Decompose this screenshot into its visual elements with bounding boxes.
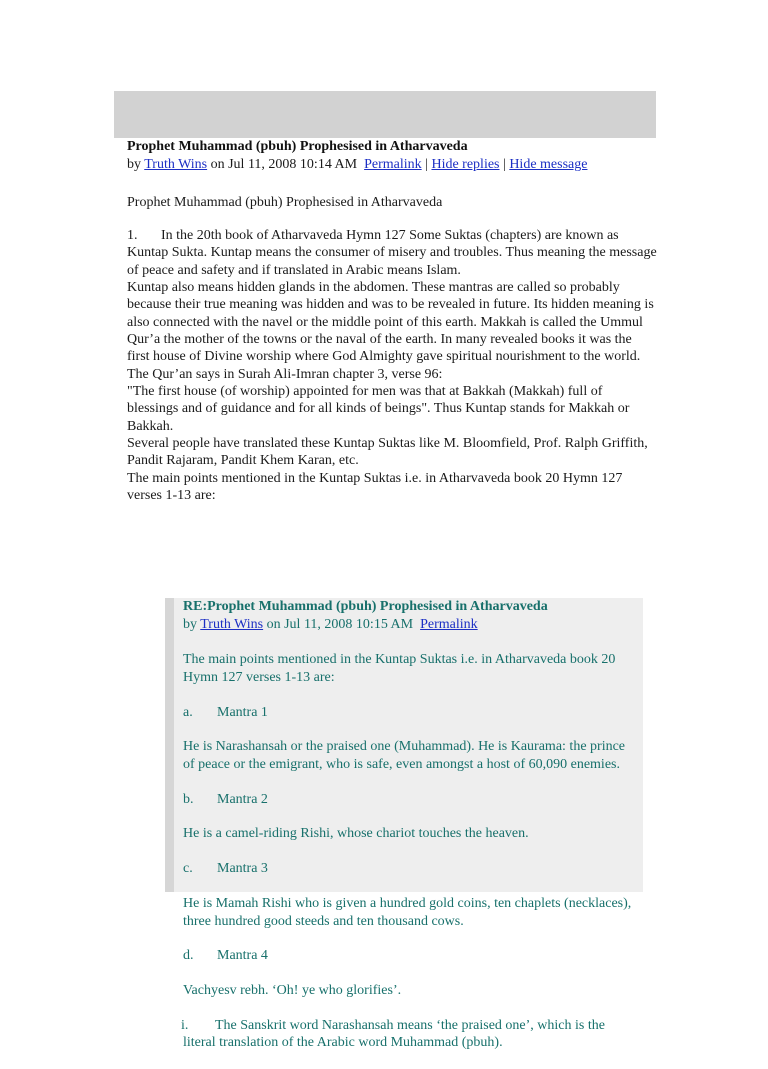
hide-message-link[interactable]: Hide message — [509, 157, 588, 172]
paragraph: Kuntap also means hidden glands in the abdomen. These mantras are called so probably because their true meaning was hidden and was to be revealed in future. Its hidden meaning is also connected with the navel or the middle point of this earth. Makkah is called the Ummul Qur’a the mother of the towns or the naval of the earth. In many revealed books it was the first house of Divine worship where God Almighty gave spiritual nourishment to the world. The Qur’an says in Surah Ali-Imran chapter 3, verse 96: — [127, 280, 654, 382]
message-post — [127, 138, 657, 505]
by-label: by — [127, 157, 141, 172]
list-item-text: He is a camel-riding Rishi, whose chariot touches the heaven. — [183, 826, 529, 842]
post-title: Prophet Muhammad (pbuh) Prophesised in Atharvaveda — [127, 139, 468, 154]
reply-message — [165, 598, 643, 1051]
list-item-text: Vachyesv rebh. ‘Oh! ye who glorifies’. — [183, 983, 402, 999]
paragraph: Several people have translated these Kuntap Suktas like M. Bloomfield, Prof. Ralph Griffith, Pandit Rajaram, Pandit Khem Karan, etc. — [127, 436, 648, 469]
reply-title: RE:Prophet Muhammad (pbuh) Prophesised in Atharvaveda — [183, 599, 548, 614]
reply-intro: The main points mentioned in the Kuntap Suktas i.e. in Atharvaveda book 20 Hymn 127 verses 1-13 are: — [183, 652, 616, 685]
hide-replies-link[interactable]: Hide replies — [431, 157, 500, 172]
reply-body — [183, 634, 639, 1069]
list-item-heading: b. Mantra 2 — [183, 791, 268, 807]
note-item: i. The Sanskrit word Narashansah means ‘the praised one’, which is the literal translation of the Arabic word Muhammad (pbuh). — [181, 1017, 605, 1051]
reply-permalink-link[interactable]: Permalink — [420, 617, 478, 632]
item-number: 1. — [127, 228, 138, 243]
permalink-link[interactable]: Permalink — [364, 157, 422, 172]
separator: | — [425, 157, 428, 172]
list-item-text: He is Mamah Rishi who is given a hundred gold coins, ten chaplets (necklaces), three hundred good steeds and ten thousand cows. — [183, 896, 632, 929]
paragraph: 1. In the 20th book of Atharvaveda Hymn 127 Some Suktas (chapters) are known as Kuntap Sukta. Kuntap means the consumer of misery and troubles. Thus meaning the message of peace and safety and if translated in Arabic means Islam. — [127, 228, 657, 278]
post-body-title: Prophet Muhammad (pbuh) Prophesised in Atharvaveda — [127, 195, 443, 210]
post-byline — [127, 155, 657, 175]
list-item-text: He is Narashansah or the praised one (Muhammad). He is Kaurama: the prince of peace or the emigrant, who is safe, even amongst a host of 60,090 enemies. — [183, 739, 626, 772]
reply-date: on Jul 11, 2008 10:15 AM — [266, 617, 414, 632]
list-item-heading: d. Mantra 4 — [183, 948, 268, 964]
reply-author-link[interactable]: Truth Wins — [200, 617, 264, 632]
list-item-heading: a. Mantra 1 — [183, 704, 268, 720]
list-item-heading: c. Mantra 3 — [183, 861, 268, 877]
reply-indent-bar — [165, 598, 174, 892]
paragraph: "The first house (of worship) appointed for men was that at Bakkah (Makkah) full of blessings and of guidance and for all kinds of beings". Thus Kuntap stands for Makkah or Bakkah. — [127, 384, 630, 434]
separator: | — [503, 157, 506, 172]
header-banner — [114, 91, 656, 138]
post-date: on Jul 11, 2008 10:14 AM — [210, 157, 358, 172]
by-label: by — [183, 617, 197, 632]
reply-content — [183, 598, 639, 1069]
author-link[interactable]: Truth Wins — [144, 157, 208, 172]
reply-byline — [183, 615, 639, 634]
paragraph: The main points mentioned in the Kuntap Suktas i.e. in Atharvaveda book 20 Hymn 127 verses 1-13 are: — [127, 470, 623, 504]
post-body — [127, 227, 657, 505]
